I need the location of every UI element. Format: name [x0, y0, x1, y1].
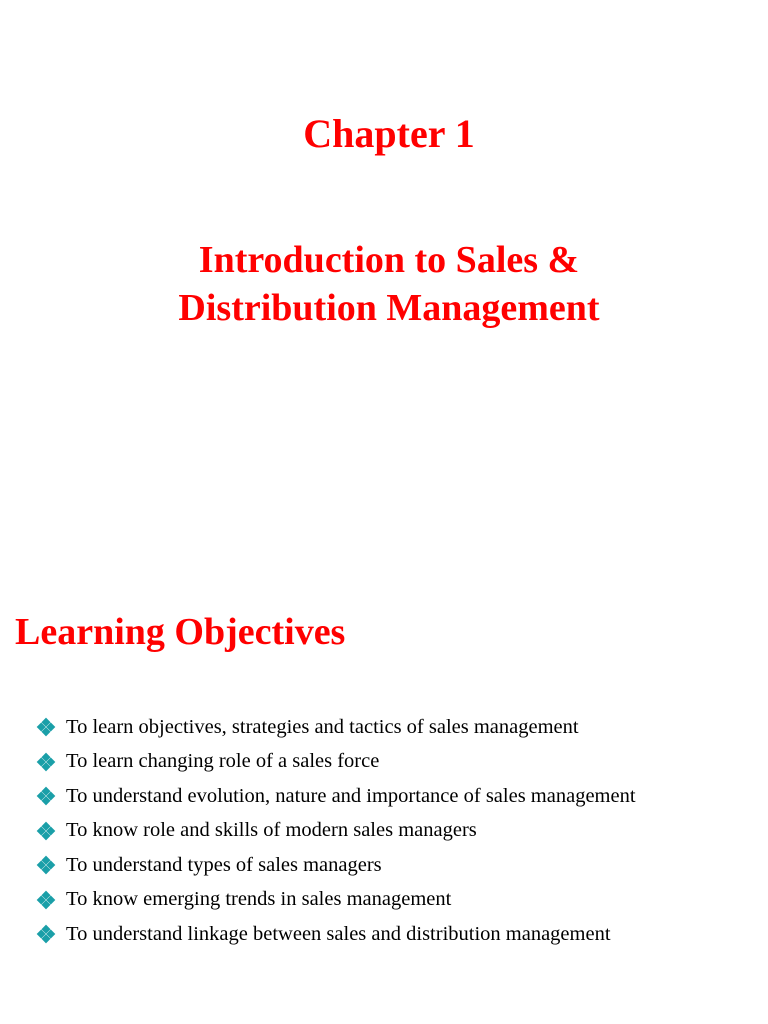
list-item	[36, 710, 636, 745]
list-item	[36, 883, 636, 918]
list-item	[36, 917, 636, 952]
objective-text: To understand linkage between sales and distribution management	[66, 922, 611, 945]
list-item	[36, 779, 636, 814]
diamond-bullet-icon	[36, 786, 56, 806]
diamond-bullet-icon	[36, 855, 56, 875]
chapter-subtitle-line-2: Distribution Management	[178, 287, 600, 329]
diamond-bullet-icon	[36, 717, 56, 737]
chapter-title: Chapter 1	[303, 111, 475, 156]
chapter-subtitle	[0, 236, 768, 332]
list-item	[36, 745, 636, 780]
objectives-heading: Learning Objectives	[15, 611, 346, 653]
chapter-subtitle-line-1: Introduction to Sales &	[198, 239, 580, 281]
objectives-list	[36, 710, 636, 952]
objective-text: To learn objectives, strategies and tactics of sales management	[66, 715, 579, 738]
objective-text: To know emerging trends in sales management	[66, 888, 452, 911]
diamond-bullet-icon	[36, 924, 56, 944]
diamond-bullet-icon	[36, 890, 56, 910]
objective-text: To understand types of sales managers	[66, 853, 382, 876]
objective-text: To know role and skills of modern sales managers	[66, 819, 477, 842]
objective-text: To understand evolution, nature and importance of sales management	[66, 784, 636, 807]
objective-text: To learn changing role of a sales force	[66, 750, 380, 773]
diamond-bullet-icon	[36, 752, 56, 772]
objectives-slide	[0, 512, 768, 1024]
list-item	[36, 814, 636, 849]
diamond-bullet-icon	[36, 821, 56, 841]
list-item	[36, 848, 636, 883]
